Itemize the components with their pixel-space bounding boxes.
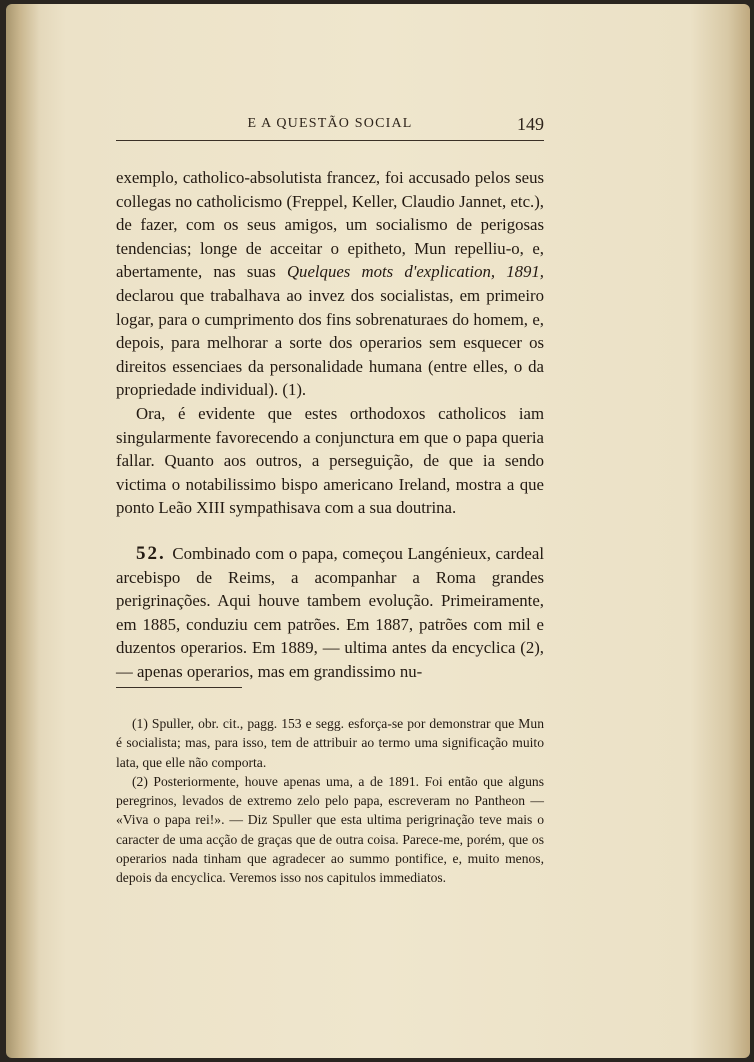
paragraph-1 bbox=[116, 166, 544, 402]
section-number: 52. bbox=[136, 542, 166, 564]
running-head: E A QUESTÃO SOCIAL bbox=[247, 116, 413, 131]
footnote-2: (2) Posteriormente, houve apenas uma, a de 1891. Foi então que alguns peregrinos, levados de extremo zelo pelo papa, escreveram no Pantheon — «Viva o papa rei!». — Diz Spuller que esta ultima perigrinação teve mais o caracter de uma acção de graças que de outra coisa. Parece-me, porém, que os operarios nada tinham que agradecer ao summo pontifice, e, muito menos, depois da encyclica. Veremos isso nos capitulos immediatos. bbox=[116, 773, 544, 886]
paragraph-1-start: exemplo, catholico-absolutista francez, foi accusado pelos seus collegas no catholicismo (Freppel, Keller, Claudio Jannet, etc.), de fazer, com os seus amigos, um socialismo de perigosas tendencias; longe de acceitar o epitheto, Mun repelliu-o, e, abertamente, nas suas bbox=[116, 168, 544, 282]
paragraph-3-text: Combinado com o papa, começou Langénieux, cardeal arcebispo de Reims, a acompanhar a Roma grandes perigrinações. Aqui houve tambem evolução. Primeiramente, em 1885, conduziu cem patrões. Em 1887, patrões com mil e duzentos operarios. Em 1889, — ultima antes da encyclica (2), — apenas operarios, mas em grandissimo nu- bbox=[116, 543, 544, 681]
footnote-1: (1) Spuller, obr. cit., pagg. 153 e segg. esforça-se por demonstrar que Mun é socialista; mas, para isso, tem de attribuir ao termo uma significação muito lata, que elle não comporta. bbox=[116, 716, 544, 770]
page-number: 149 bbox=[517, 114, 544, 134]
paragraph-2: Ora, é evidente que estes orthodoxos catholicos iam singularmente favorecendo a conjunctura em que o papa queria fallar. Quanto aos outros, a perseguição, de que ia sendo victima o notabilissimo bispo americano Ireland, mostra a que ponto Leão XIII sympathisava com a sua doutrina. bbox=[116, 403, 544, 518]
cited-title: Quelques mots d'explication, 1891, bbox=[286, 262, 544, 282]
main-text bbox=[116, 166, 544, 683]
footnotes bbox=[116, 714, 544, 888]
page-header bbox=[116, 114, 544, 141]
paragraph-section-52 bbox=[116, 542, 544, 684]
footnote-divider bbox=[116, 687, 242, 688]
paragraph-1-end: declarou que trabalhava ao invez dos socialistas, em primeiro logar, para o cumprimento dos fins sobrenaturaes do homem, e, depois, para melhorar a sorte dos operarios sem esquecer os direitos essenciaes da personalidade humana (entre elles, o da propriedade individual). (1). bbox=[116, 285, 544, 400]
